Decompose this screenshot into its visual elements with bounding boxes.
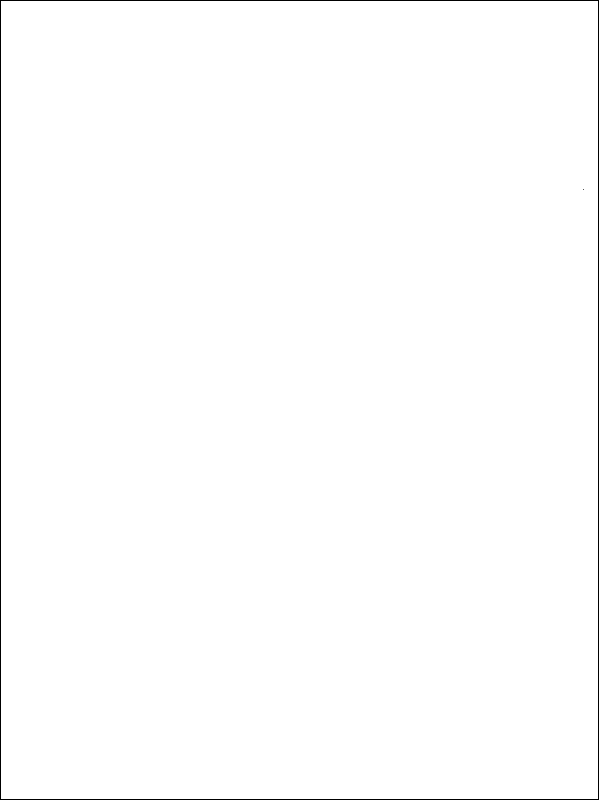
scan-speck: [583, 189, 584, 190]
